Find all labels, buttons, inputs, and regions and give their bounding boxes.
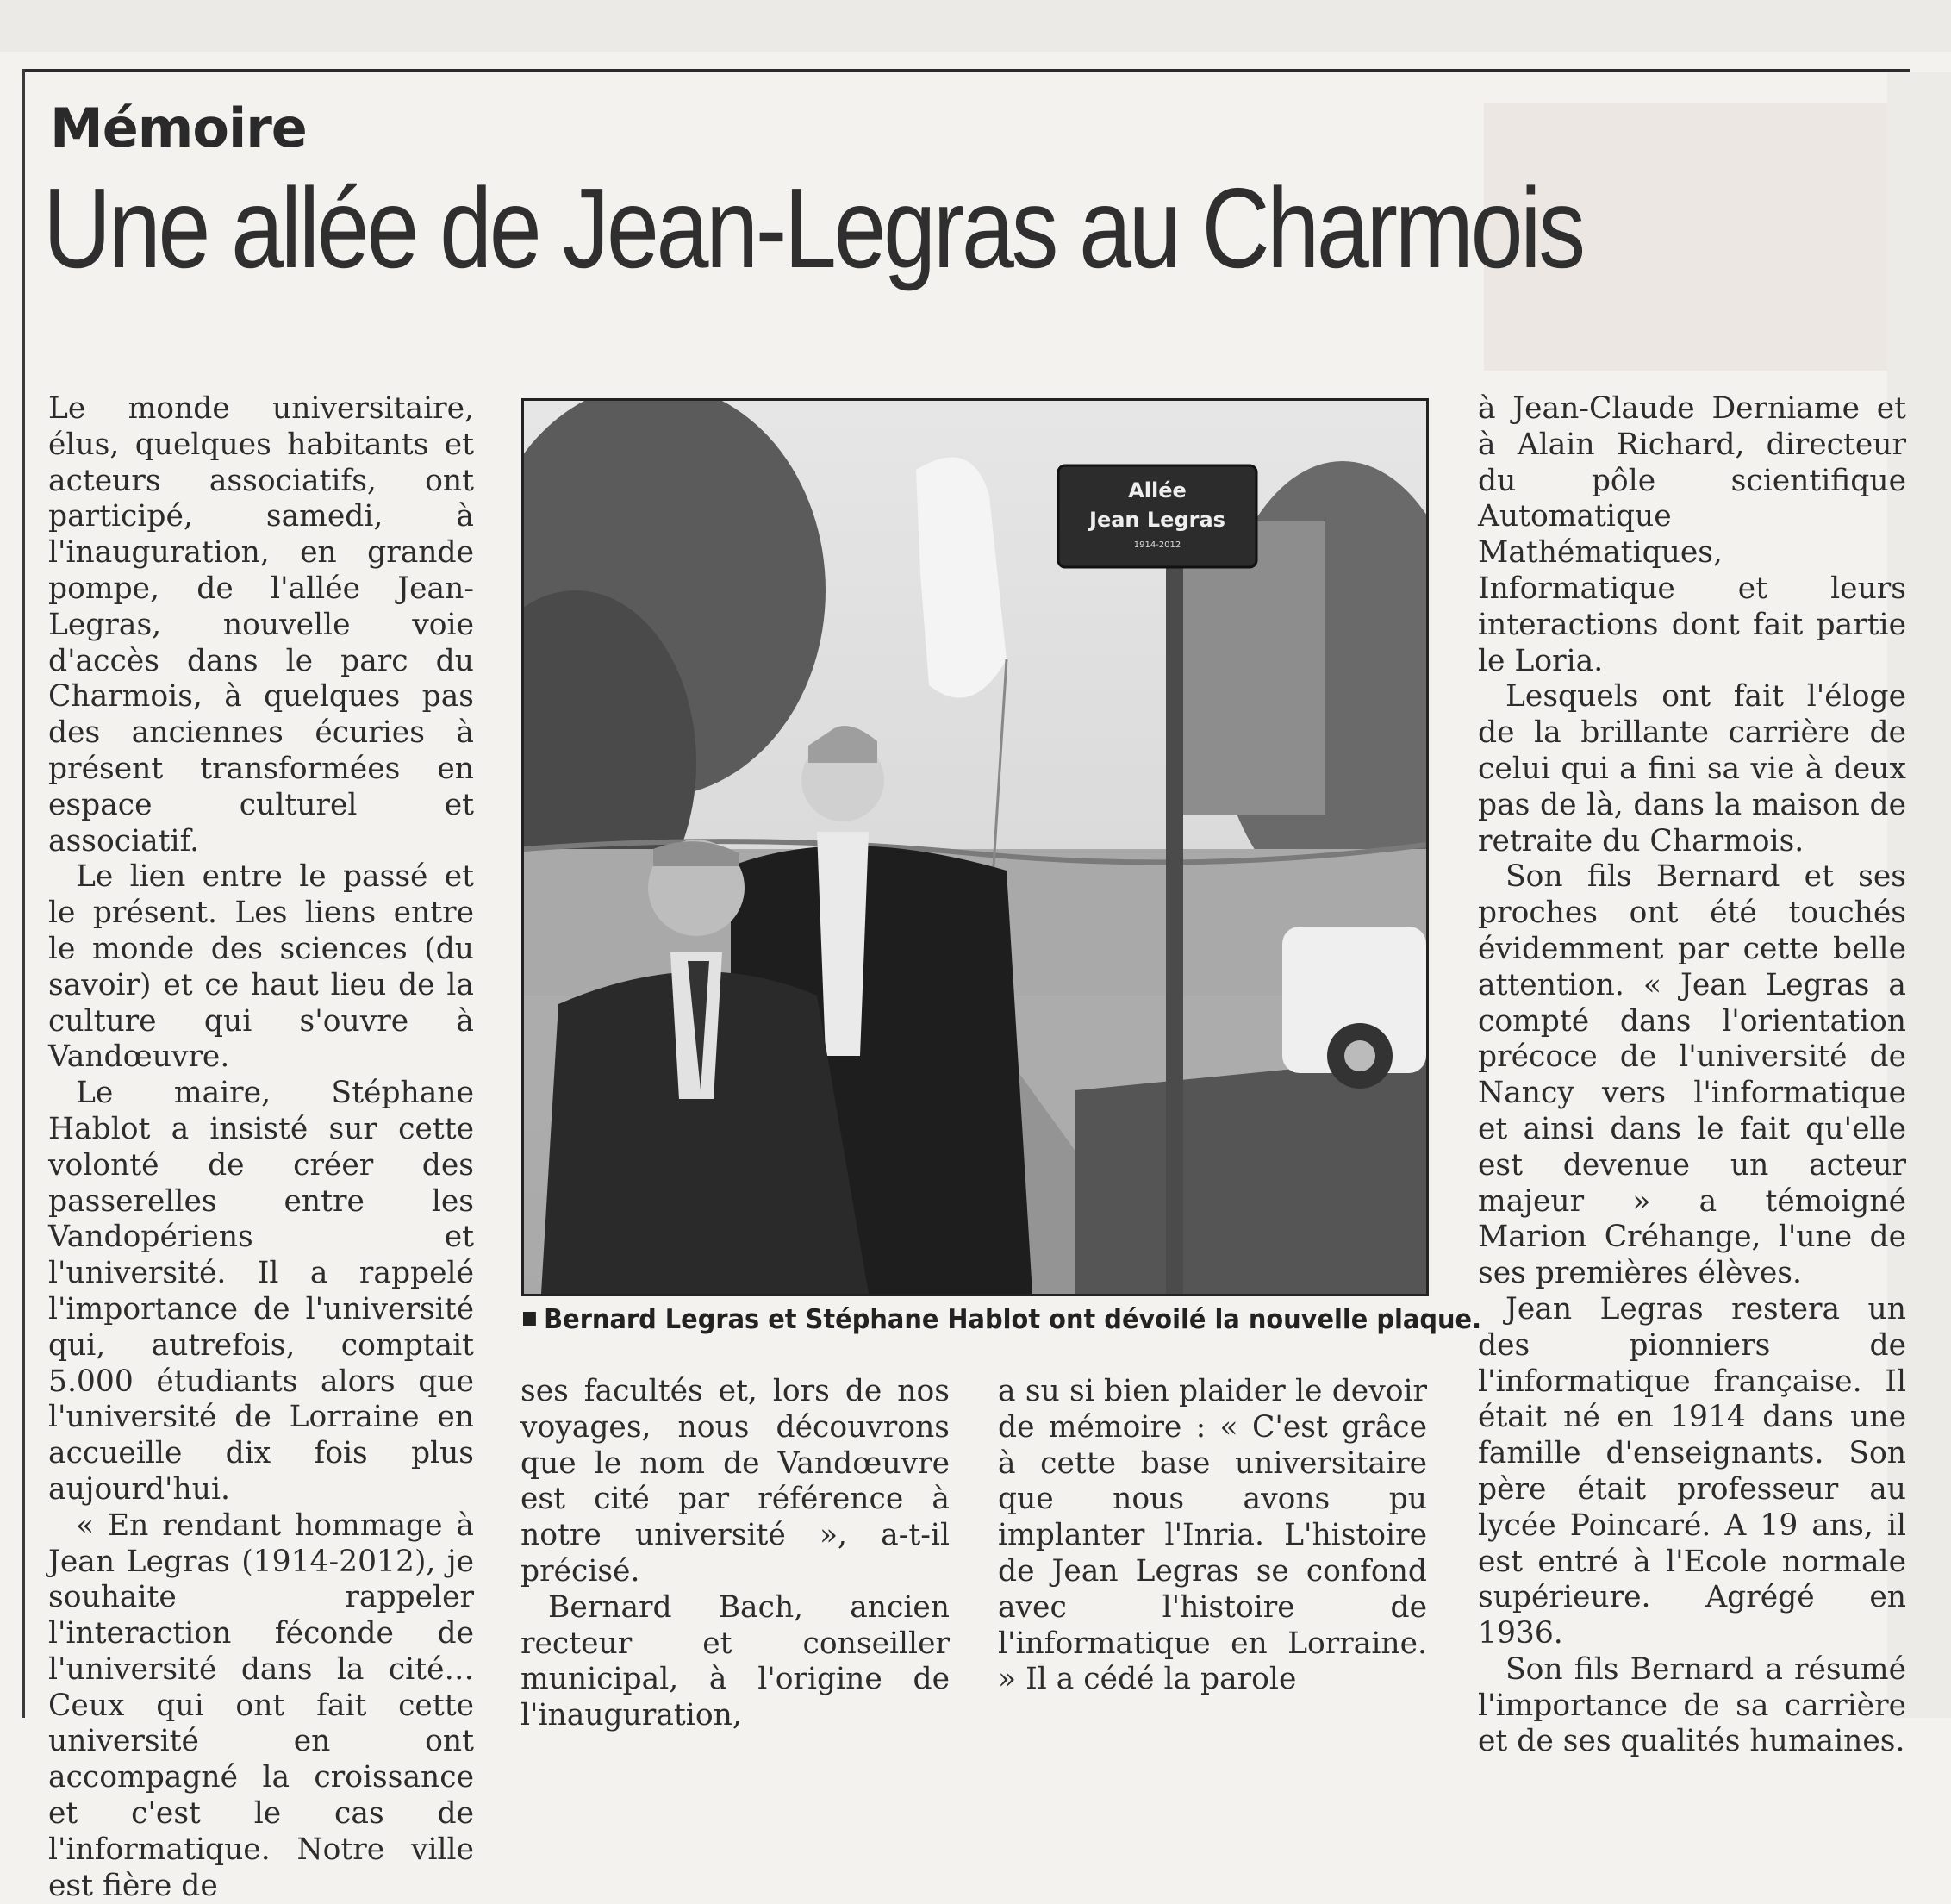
article-photo <box>521 398 1429 1296</box>
paragraph: Jean Legras restera un des pionniers de l'informatique française. Il était né en 1914 dans une famille d'enseignants. Son père était professeur au lycée Poincaré. A 19 ans, il est entré à l'Ecole normale supérieure. Agrégé en 1936. <box>1478 1291 1906 1651</box>
paragraph: Son fils Bernard et ses proches ont été touchés évidemment par cette belle attention. « Jean Legras a compté dans l'orientation précoce de l'université de Nancy vers l'informatique et ainsi dans le fait qu'elle est devenue un acteur majeur » a témoigné Marion Créhange, l'une de ses premières élèves. <box>1478 859 1906 1291</box>
paragraph: Lesquels ont fait l'éloge de la brillante carrière de celui qui a fini sa vie à deux pas de là, dans la maison de retraite du Charmois. <box>1478 679 1906 858</box>
article-column-2 <box>520 1374 950 1734</box>
sign-line1: Allée <box>1128 478 1187 503</box>
sign-line3: 1914-2012 <box>1133 540 1181 550</box>
paragraph: Son fils Bernard a résumé l'importance de sa carrière et de ses qualités humaines. <box>1478 1651 1906 1759</box>
paragraph: a su si bien plaider le devoir de mémoire : « C'est grâce à cette base universitaire que nous avons pu implanter l'Inria. L'histoire de Jean Legras se confond avec l'histoire de l'informatique en Lorraine. » Il a cédé la parole <box>998 1374 1427 1697</box>
article-kicker: Mémoire <box>50 97 307 159</box>
caption-text: Bernard Legras et Stéphane Hablot ont dévoilé la nouvelle plaque. <box>544 1304 1482 1335</box>
paragraph: « En rendant hommage à Jean Legras (1914-2012), je souhaite rappeler l'interaction féconde de l'université dans la cité… Ceux qui ont fait cette université en ont accompagné la croissance et c'est le cas de l'informatique. Notre ville est fière de <box>48 1508 474 1903</box>
sign-line2: Jean Legras <box>1089 508 1225 532</box>
paragraph: Le monde universitaire, élus, quelques habitants et acteurs associatifs, ont participé, samedi, à l'inauguration, en grande pompe, de l'allée Jean-Legras, nouvelle voie d'accès dans le parc du Charmois, à quelques pas des anciennes écuries à présent transformées en espace culturel et associatif. <box>48 391 474 858</box>
caption-bullet-icon <box>523 1312 536 1326</box>
paragraph: Le lien entre le passé et le présent. Les liens entre le monde des sciences (du savoir) et ce haut lieu de la culture qui s'ouvre à Vandœuvre. <box>48 859 474 1075</box>
article-headline: Une allée de Jean-Legras au Charmois <box>43 165 1583 291</box>
left-rule <box>22 69 25 1718</box>
article-column-4 <box>1478 391 1906 1760</box>
paragraph: ses facultés et, lors de nos voyages, nous découvrons que le nom de Vandœuvre est cité par référence à notre université », a-t-il précisé. <box>520 1374 950 1589</box>
article-column-1 <box>48 391 474 1904</box>
article-column-3 <box>998 1374 1427 1698</box>
paragraph: Bernard Bach, ancien recteur et conseiller municipal, à l'origine de l'inauguration, <box>520 1589 950 1733</box>
photo-caption <box>523 1304 1482 1335</box>
page-top-margin <box>0 0 1951 52</box>
paragraph: à Jean-Claude Derniame et à Alain Richard, directeur du pôle scientifique Automatique Mathématiques, Informatique et leurs interactions dont fait partie le Loria. <box>1478 391 1906 678</box>
paragraph: Le maire, Stéphane Hablot a insisté sur cette volonté de créer des passerelles entre les Vandopériens et l'université. Il a rappelé l'importance de l'université qui, autrefois, comptait 5.000 étudiants alors que l'université de Lorraine en accueille dix fois plus aujourd'hui. <box>48 1076 474 1507</box>
top-rule <box>24 69 1910 72</box>
